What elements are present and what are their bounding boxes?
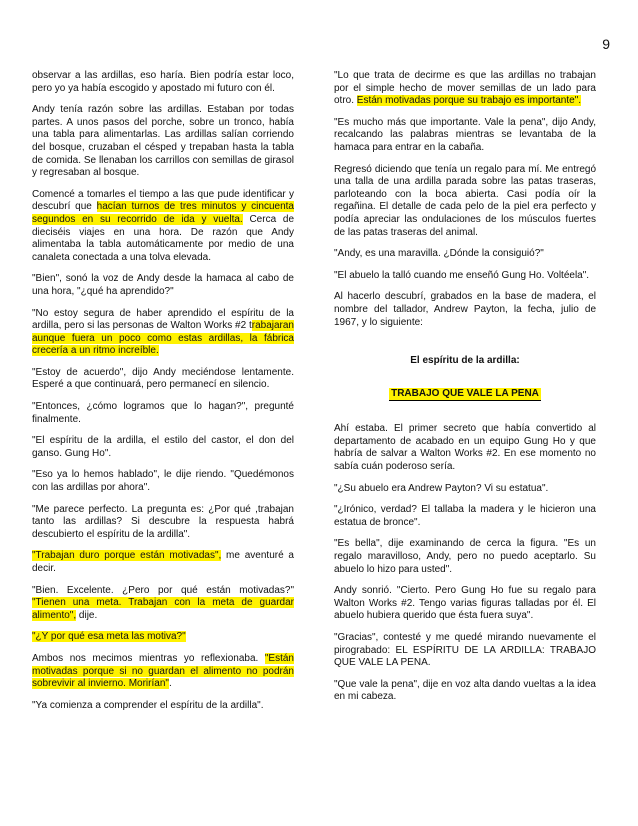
text-run: "No estoy segura de haber aprendido el espíritu de la ardilla, pero si las personas de Walton Works #2 t [32,307,294,332]
text-run: "Me parece perfecto. La pregunta es: ¿Por qué ,trabajan tanto las ardillas? Si descubre la respuesta habrá descubierto el espíritu de la ardilla". [32,503,294,540]
text-run: . [168,678,172,690]
paragraph [334,679,596,704]
paragraph [32,700,294,713]
page-number: 9 [602,36,610,52]
text-run: observar a las ardillas, eso haría. Bien podría estar loco, pero yo ya había escogido y apostado mi futuro con él. [32,70,294,94]
paragraph [32,104,294,180]
paragraph [334,538,596,576]
paragraph [32,189,294,265]
carving-banner: TRABAJO QUE VALE LA PENA [389,388,541,402]
paragraph [334,248,596,261]
text-run: Ambos nos mecimos mientras yo reflexionaba. [32,652,265,664]
paragraph [334,423,596,473]
text-run: Al hacerlo descubrí, grabados en la base de madera, el nombre del tallador, Andrew Payton, la fecha, julio de 1967, y lo siguiente: [334,291,596,328]
paragraph [32,550,294,575]
text-run: "Bien. Excelente. ¿Pero por qué están motivadas?" [32,584,294,596]
text-run: Andy sonrió. "Cierto. Pero Gung Ho fue su regalo para Walton Works #2. Tengo varias figuras talladas por él. El abuelo hubiera querido que ésta fuera suya". [334,585,596,622]
highlighted-text: "Tienen una meta. Trabajan con la meta de guardar alimento", [32,597,294,621]
text-run: "Lo que trata de decirme es que las ardillas no trabajan por el simple hecho de mover semillas de un lado para otro. [334,70,596,107]
text-run: "Es mucho más que importante. Vale la pena", dijo Andy, recalcando las palabras mientras se levantaba de la hamaca para entrar en la cabaña. [334,116,596,153]
paragraph [32,653,294,691]
text-run: "Que vale la pena", dije en voz alta dando vueltas a la idea en mi cabeza. [334,678,596,703]
paragraph [334,585,596,623]
text-run: Comencé a tomarles el tiempo a las que pude identificar y descubrí que [32,188,294,213]
text-run: "¿Su abuelo era Andrew Payton? Vi su estatua". [334,482,549,494]
carving-heading: El espíritu de la ardilla: [410,355,520,367]
paragraph [334,483,596,496]
left-column [32,70,294,721]
text-run: me aventuré a decir. [32,550,294,574]
text-run: "Eso ya lo hemos hablado", le dije riendo. "Quedémonos con las ardillas por ahora". [32,469,294,494]
text-run: Cerca de dieciséis viajes en una hora. De razón que Andy alimentaba la tabla automáticamente por medio de una canaleta conectada a una tolva elevada. [32,213,295,263]
text-run: "Gracias", contesté y me quedé mirando nuevamente el pirograbado: EL ESPÍRITU DE LA ARDILLA: TRABAJO QUE VALE LA PENA. [334,632,596,669]
highlighted-text: Están motivadas porque su trabajo es importante". [356,95,582,107]
paragraph [32,308,294,358]
paragraph [334,291,596,329]
paragraph [32,631,294,644]
highlighted-text: "Están motivadas porque si no guardan el alimento no podrán sobrevivir al invierno. Morirían" [32,652,294,690]
paragraph [334,164,596,240]
text-run: "Entonces, ¿cómo logramos que lo hagan?", pregunté finalmente. [32,401,294,425]
paragraph [32,435,294,460]
highlighted-text: "¿Y por qué esa meta las motiva?" [32,631,186,643]
paragraph [32,585,294,623]
text-run: Ahí estaba. El primer secreto que había convertido al departamento de acabado en un equipo Gung Ho y que habría de salvar a Walton Works #2. En ese momento no sabía cuán poderoso sería. [334,423,596,473]
text-run: "Estoy de acuerdo", dijo Andy meciéndose lentamente. Esperé a que continuará, pero permanecí en silencio. [32,366,294,391]
paragraph [32,70,294,95]
paragraph [334,70,596,108]
paragraph [334,504,596,529]
text-run: "Andy, es una maravilla. ¿Dónde la consiguió?" [334,248,544,260]
highlighted-text: hacían turnos de tres minutos y cincuenta segundos en su recorrido de ida y vuelta. [32,201,294,225]
highlighted-text: rabajaran aunque fuera un poco como estas ardillas, la fábrica crecería a un ritmo increíble. [32,320,294,357]
text-run: "Es bella", dije examinando de cerca la figura. "Es un regalo maravilloso, Andy, pero no puedo aceptarlo. Su abuelo lo hizo para usted". [334,538,596,575]
carving-banner-line [334,388,596,402]
text-run: Regresó diciendo que tenía un regalo para mí. Me entregó una talla de una ardilla parada sobre las patas traseras, parloteando con la boca abierta. Casi podía oír la regañina. El detalle de cada pelo de la piel era perfecto y podía apreciar las ondulaciones de los músculos fuertes de las patas traseras del animal. [334,163,596,238]
paragraph [32,401,294,426]
paragraph [32,504,294,542]
paragraph [334,632,596,670]
paragraph [32,469,294,494]
text-run: "Bien", sonó la voz de Andy desde la hamaca al cabo de una hora, "¿qué ha aprendido?" [32,273,294,297]
paragraph [334,270,596,283]
highlighted-text: "Trabajan duro porque están motivadas", [32,550,222,562]
text-run: dije. [76,609,98,621]
text-run: Andy tenía razón sobre las ardillas. Estaban por todas partes. A unos pasos del porche, sobre un tronco, había una tabla para alimentarlas. Las ardillas salían corriendo del bosque, cruzaban el césped y trepaban hasta la tabla de comida. Se llenaban los carrillos con semillas de girasol y regresaban al bosque. [32,104,294,179]
right-column [334,70,596,713]
text-run: "El abuelo la talló cuando me enseñó Gung Ho. Voltéela". [334,269,590,281]
paragraph [334,117,596,155]
text-run: "Ya comienza a comprender el espíritu de la ardilla". [32,699,264,711]
text-run: "¿Irónico, verdad? El tallaba la madera y le hicieron una estatua de bronce". [334,504,596,528]
paragraph [32,273,294,298]
paragraph [32,367,294,392]
text-run: "El espíritu de la ardilla, el estilo del castor, el don del ganso. Gung Ho". [32,435,294,459]
